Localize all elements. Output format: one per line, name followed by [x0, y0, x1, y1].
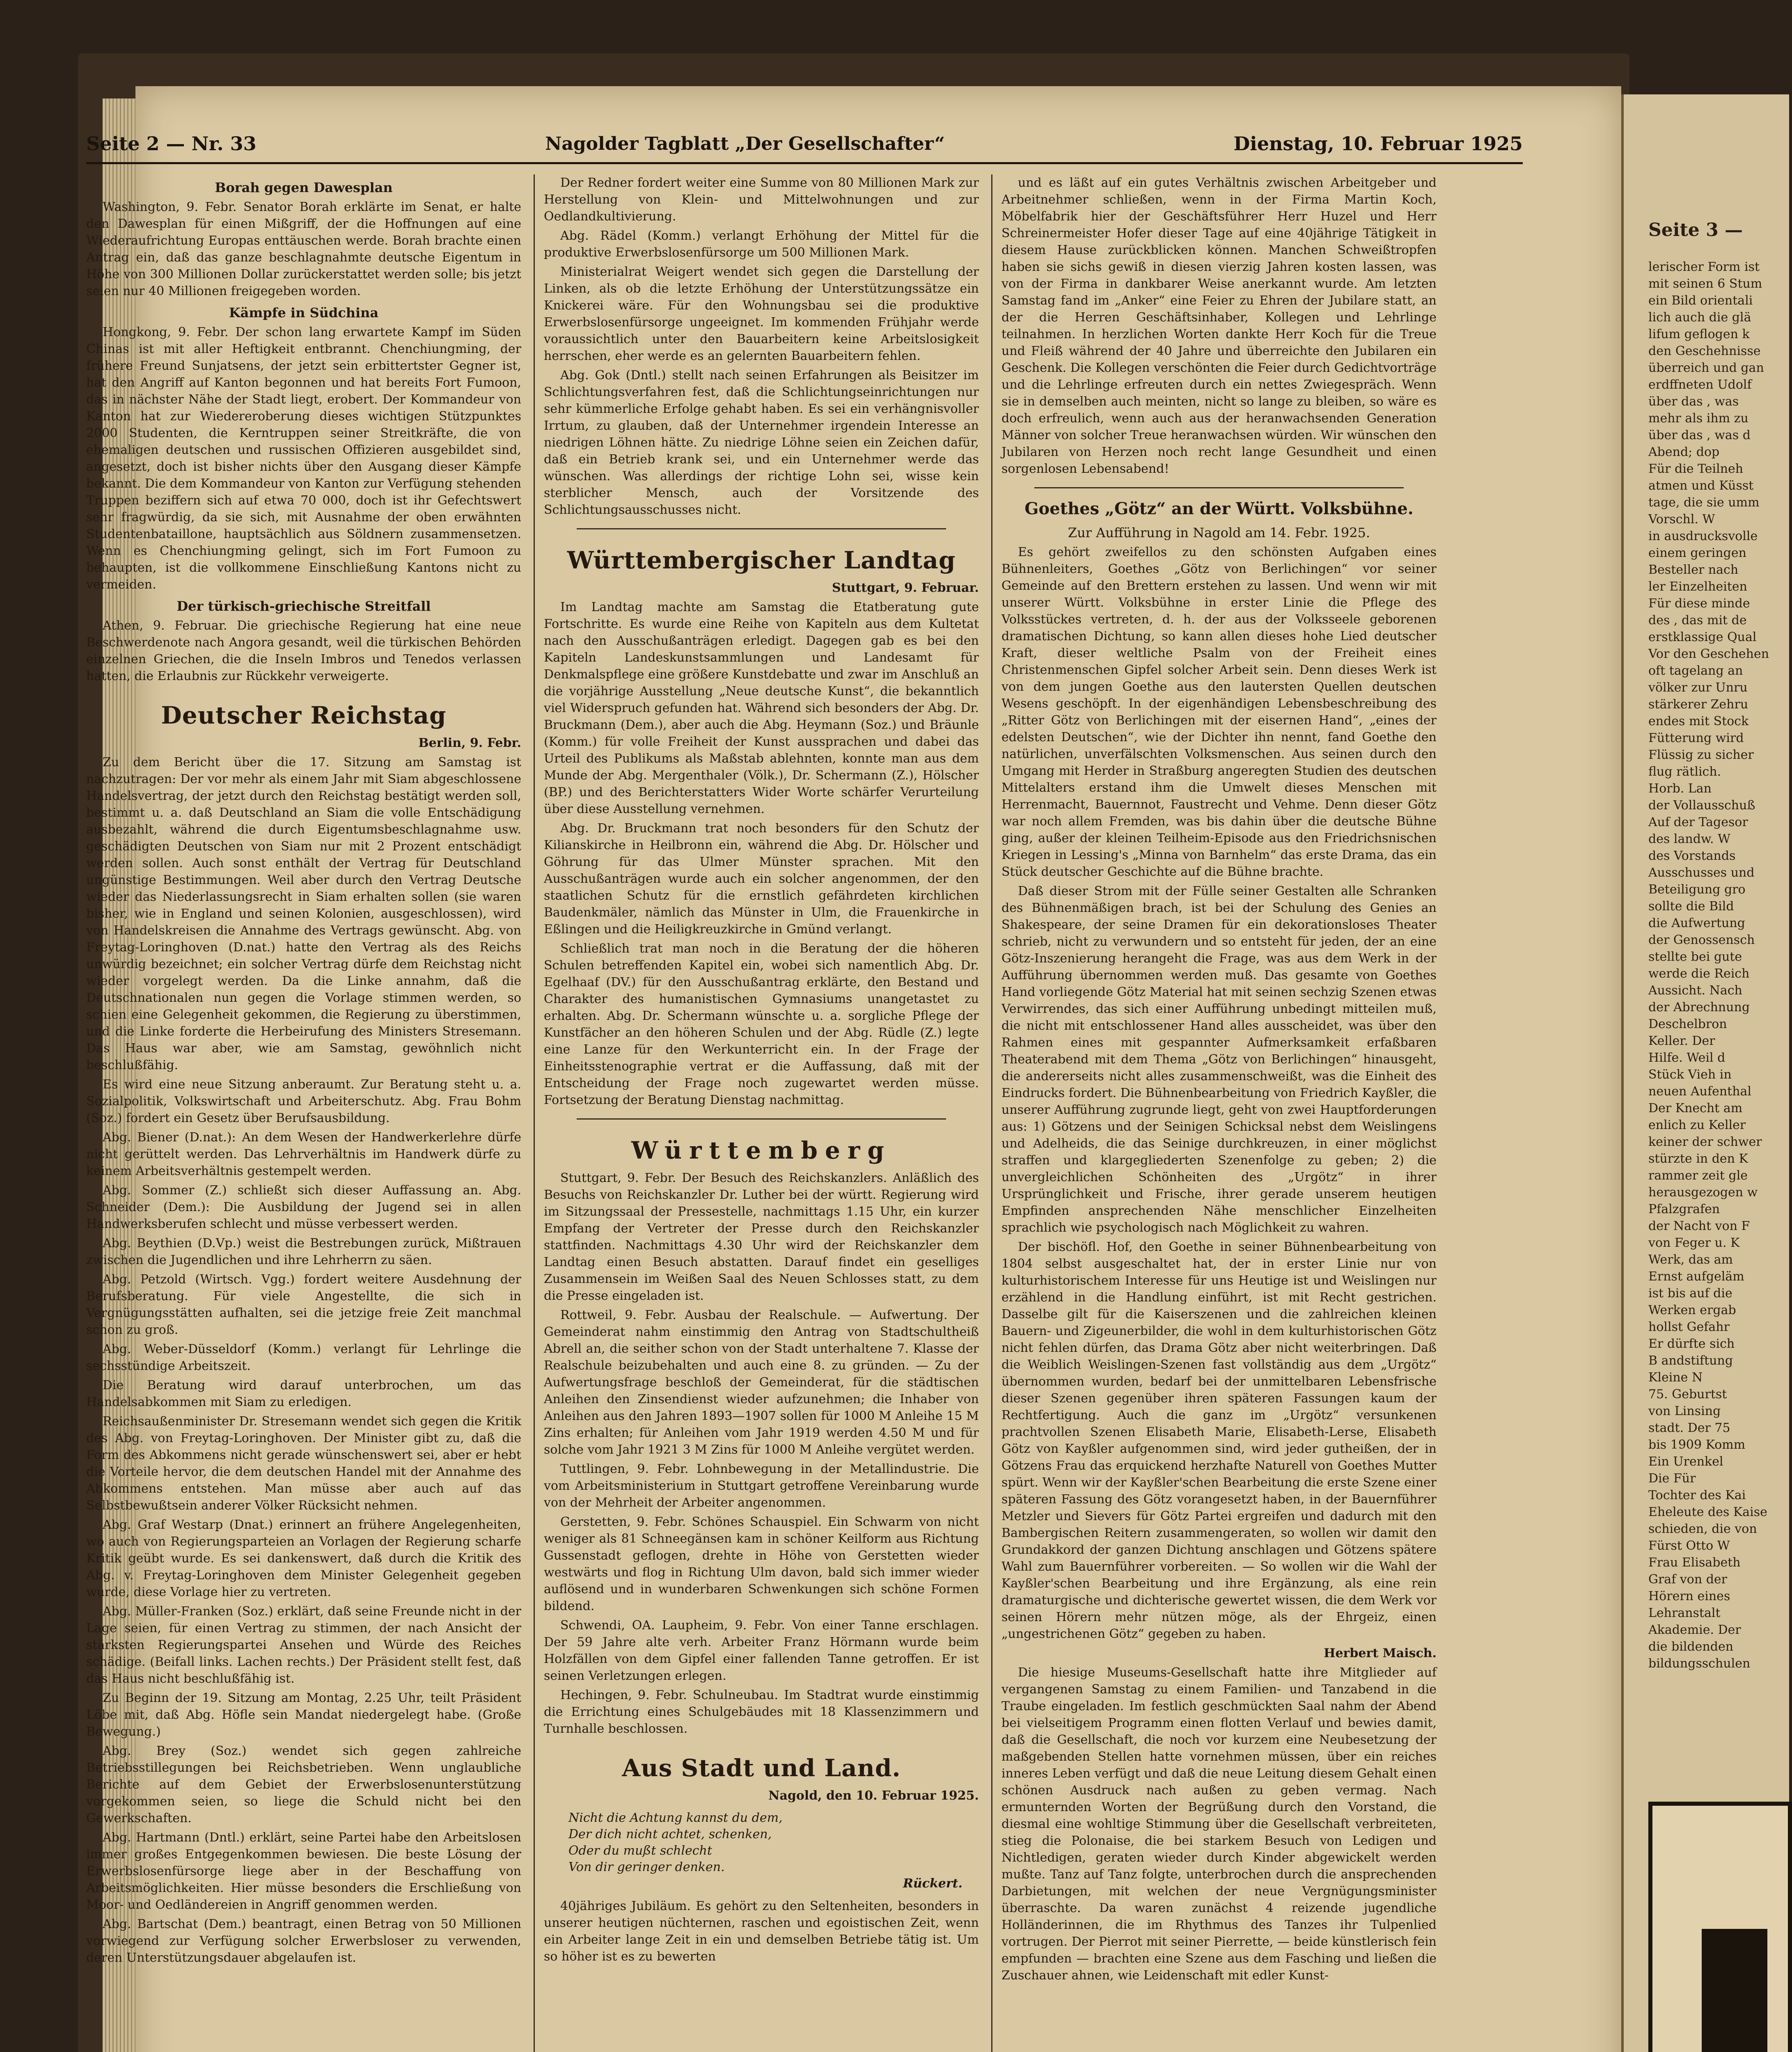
poem-line: Nicht die Achtung kannst du dem, [568, 1811, 783, 1825]
adjacent-page [1621, 94, 1789, 2052]
adjacent-text-line: Fütterung wird [1648, 731, 1744, 745]
poem-line: Von dir geringer denken. [568, 1860, 725, 1874]
article-paragraph: Abg. Müller-Franken (Soz.) erklärt, daß seine Freunde nicht in der Lage seien, für einen Vertrag zu stimmen, der nach Ansicht der stärksten Regierungspartei Ansehen und Würde des Reiches schädige. (Beifall links. Lachen rechts.) Der Präsident stellt fest, daß das Haus nicht beschlußfähig ist. [86, 1604, 521, 1686]
adjacent-text-line: werde die Reich [1648, 966, 1750, 981]
ad-graphic [1702, 1929, 1767, 2052]
poem [568, 1810, 979, 1892]
adjacent-text-line: Tochter des Kai [1648, 1488, 1746, 1502]
section-title: Deutscher Reichstag [161, 701, 447, 729]
article-paragraph: Im Landtag machte am Samstag die Etatberatung gute Fortschritte. Es wurde eine Reihe von Kapiteln aus dem Kultetat nach den Ausschußanträgen erledigt. Dagegen gab es bei den Kapiteln Landeskunstsammlungen und Landesamt für Denkmalspflege eine größere Kunstdebatte und zwar im Anschluß an die vorjährige Ausstellung „Neue deutsche Kunst“, die bekanntlich viel Widerspruch gefunden hat. Während sich besonders der Abg. Dr. Bruckmann (Dem.), aber auch die Abg. Heymann (Soz.) und Bräunle (Komm.) für volle Freiheit der Kunst aussprachen und dabei das Urteil des Publikums als Maßstab ablehnten, konnte man aus dem Munde der Abg. Mergenthaler (Völk.), Dr. Schermann (Z.), Hölscher (BP.) und des Berichterstatters Wider Worte schärfer Verurteilung über diese Ausstellung vernehmen. [544, 600, 979, 816]
adjacent-text-line: überreich und gan [1648, 361, 1764, 375]
adjacent-text-line: Frau Elisabeth [1648, 1555, 1741, 1570]
column-2 [544, 174, 979, 2052]
adjacent-text-line: enlich zu Keller [1648, 1118, 1746, 1132]
adjacent-text-line: 75. Geburtst [1648, 1387, 1727, 1402]
section-title: Württemberg [631, 1136, 891, 1164]
adjacent-text-line: der Abrechnung [1648, 1000, 1750, 1015]
adjacent-text-line: des , das mit de [1648, 613, 1747, 628]
adjacent-text-line: Er dürfte sich [1648, 1337, 1735, 1351]
page-number: Seite 2 — Nr. 33 [86, 133, 257, 155]
adjacent-text-line: stürzte in den K [1648, 1152, 1748, 1166]
adjacent-text-line: in ausdrucksvolle [1648, 529, 1758, 543]
article-paragraph: Abg. Hartmann (Dntl.) erklärt, seine Partei habe den Arbeitslosen immer großes Entgegenkommen bewiesen. Die beste Lösung der Erwerbslosenfürsorge liege aber in der Beschaffung von Arbeitsmöglichkeiten. Hier müsse besonders die Erschließung von Moor- und Oedländereien in Angriff genommen werden. [86, 1830, 521, 1912]
article-paragraph: 40jähriges Jubiläum. Es gehört zu den Seltenheiten, besonders in unserer heutigen nüchternen, raschen und egoistischen Zeit, wenn ein Arbeiter lange Zeit in ein und demselben Betriebe tätig ist. Um so höher ist es zu bewerten [544, 1899, 979, 1964]
article-paragraph: Abg. Graf Westarp (Dnat.) erinnert an frühere Angelegenheiten, wo auch von Regierungsparteien an Vorlagen der Regierung scharfe Kritik geübt wurde. Es sei dankenswert, daß durch die Kritik des Abg. v. Freytag-Loringhoven dem Minister Gelegenheit gegeben wurde, diese Vorlage hier zu vertreten. [86, 1518, 521, 1599]
adjacent-text-line: bis 1909 Komm [1648, 1438, 1746, 1452]
adjacent-text-line: Vor den Geschehen [1648, 647, 1769, 661]
adjacent-text-line: hollst Gefahr [1648, 1320, 1730, 1334]
adjacent-text-line: Ernst aufgeläm [1648, 1269, 1744, 1284]
article-paragraph: Abg. Gok (Dntl.) stellt nach seinen Erfahrungen als Beisitzer im Schlichtungsverfahren fest, daß die Schlichtungseinrichtungen nur sehr kümmerliche Erfolge gehabt haben. Es sei ein verhängnisvoller Irrtum, zu glauben, daß der Unternehmer irgendein Interesse an niedrigen Löhnen hätte. Zu niedrige Löhne seien ein Zeichen dafür, daß ein Betrieb krank sei, und ein Unternehmer werde das wünschen. Was allerdings der richtige Lohn sei, wisse kein sterblicher Mensch, auch der Vorsitzende des Schlichtungsausschusses nicht. [544, 368, 979, 517]
adjacent-text-line: über das , was d [1648, 428, 1751, 442]
adjacent-text-line: ler Einzelheiten [1648, 579, 1747, 594]
article-paragraph: Abg. Dr. Bruckmann trat noch besonders für den Schutz der Kilianskirche in Heilbronn ein, während die Abg. Dr. Hölscher und Göhrung für das Ulmer Münster sprachen. Mit den Ausschußanträgen wurde auch ein solcher angenommen, der den staatlichen Schutz für die ernstlich gefährdeten kirchlichen Baudenkmäler, nämlich das Münster in Ulm, die Frauenkirche in Eßlingen und die Heiligkreuzkirche in Gmünd verlangt. [544, 821, 979, 937]
article-paragraph: Der Redner fordert weiter eine Summe von 80 Millionen Mark zur Herstellung von Klein- und Mittelwohnungen und zur Oedlandkultivierung. [544, 176, 979, 224]
adjacent-text-line: erdffneten Udolf [1648, 378, 1752, 392]
separator [577, 1118, 946, 1120]
article-paragraph: Die hiesige Museums-Gesellschaft hatte ihre Mitglieder auf vergangenen Samstag zu einem Familien- und Tanzabend in die Traube eingeladen. Im festlich geschmückten Saal nahm der Abend bei vielseitigem Programm einen flotten Verlauf und bewies damit, daß die Gesellschaft, die noch vor kurzem eine Neubesetzung der maßgebenden Stellen hatte vornehmen müssen, über ein reiches inneres Leben verfügt und daß die neue Leitung diesem Gehalt einen schönen Ausdruck nach außen zu geben vermag. Nach ermunternden Worten der Begrüßung durch den Vorstand, die diesmal eine wohltige Stimmung über die Gesellschaft verbreiteten, stieg die Polonaise, die bei starkem Besuch von Ledigen und Nichtledigen, geraten wieder durch Kinder abgewickelt werden mußte. Tanz auf Tanz folgte, unterbrochen durch die ansprechenden Darbietungen, mit welchen der neue Vergnügungsminister überraschte. Da waren zunächst 4 reizende jugendliche Holländerinnen, die im Rhythmus des Tanzes ihr Tulpenlied vortrugen. Der Pierrot mit seiner Pierrette, — beide künstlerisch fein empfunden — brachten eine Szene aus dem Fasching und ließen die Zuschauer ahnen, wie Leidenschaft mit edler Kunst- [1001, 1665, 1437, 1983]
adjacent-text-line: lerischer Form ist [1648, 260, 1760, 274]
adjacent-text-line: endes mit Stock [1648, 714, 1749, 728]
adjacent-text-line: stärkerer Zehru [1648, 697, 1748, 712]
section-title: Aus Stadt und Land. [622, 1754, 901, 1782]
headline: Der türkisch-griechische Streitfall [176, 598, 431, 614]
article-author: Herbert Maisch. [1324, 1646, 1437, 1660]
column-divider [991, 174, 992, 2052]
adjacent-text-line: Vorschl. W [1648, 512, 1715, 527]
adjacent-text-line: über das , was [1648, 394, 1739, 409]
adjacent-text-line: herausgezogen w [1648, 1185, 1758, 1200]
article-paragraph: Abg. Rädel (Komm.) verlangt Erhöhung der Mittel für die produktive Erwerbslosenfürsorge um 500 Millionen Mark. [544, 229, 979, 260]
adjacent-text-line: Werk, das am [1648, 1253, 1733, 1267]
adjacent-text-line: die bildenden [1648, 1640, 1734, 1654]
article-paragraph: Abg. Biener (D.nat.): An dem Wesen der Handwerkerlehre dürfe nicht gerüttelt werden. Das Lehrverhältnis im Handwerk dürfe zu keinem Arbeitsverhältnis gestempelt werden. [86, 1130, 521, 1178]
adjacent-text-line: der Nacht von F [1648, 1219, 1750, 1233]
article-paragraph: Abg. Brey (Soz.) wendet sich gegen zahlreiche Betriebsstillegungen bei Reichsbetrieben. Wenn unglaubliche Berichte auf dem Gebiet der Erwerbslosenunterstützung vorgekommen seien, so liege die Schuld nicht bei den Gewerkschaften. [86, 1744, 521, 1825]
article-paragraph: Abg. Bartschat (Dem.) beantragt, einen Betrag von 50 Millionen vorwiegend zur Verfügung solcher Erwerbsloser zu verwenden, deren Unterstützungsdauer abgelaufen ist. [86, 1917, 521, 1965]
adjacent-text-line: lifum geflogen k [1648, 327, 1750, 341]
dateline: Berlin, 9. Febr. [418, 736, 521, 750]
adjacent-text-line: atmen und Küsst [1648, 479, 1754, 493]
adjacent-text-line: Abend; dop [1648, 445, 1720, 459]
adjacent-text-line: Hilfe. Weil d [1648, 1051, 1726, 1065]
article-paragraph: Gerstetten, 9. Febr. Schönes Schauspiel. Ein Schwarm von nicht weniger als 81 Schneegänsen kam in schöner Keilform aus Richtung Gussenstadt geflogen, drehte in Höhe von Gerstetten wieder westwärts und flog in Richtung Ulm davon, bald sich immer wieder auflösend und in wunderbaren Schwenkungen sich schöne Formen bildend. [544, 1515, 979, 1613]
newspaper-page [86, 86, 1621, 2052]
adjacent-text-line: oft tagelang an [1648, 664, 1743, 678]
article-paragraph: Reichsaußenminister Dr. Stresemann wendet sich gegen die Kritik des Abg. von Freytag-Loringhoven. Der Minister gibt zu, daß die Form des Abkommens nicht gerade wünschenswert sei, aber er hebt die Vorteile hervor, die dem deutschen Handel mit der Annahme des Abkommens entstehen. Man müsse aber auch auf das Selbstbewußtsein anderer Völker Rücksicht nehmen. [86, 1414, 521, 1513]
adjacent-text-line: mit seinen 6 Stum [1648, 277, 1762, 291]
article-paragraph: Abg. Petzold (Wirtsch. Vgg.) fordert weitere Ausdehnung der Berufsberatung. Für viele Angestellte, die sich in Vergnügungsstätten aufhalten, sei die jetzige freie Zeit manchmal schon zu groß. [86, 1272, 521, 1337]
adjacent-text [1648, 259, 1784, 1672]
article-paragraph: Abg. Beythien (D.Vp.) weist die Bestrebungen zurück, Mißtrauen zwischen die Jugendlichen und ihre Lehrherrn zu säen. [86, 1236, 521, 1267]
article-paragraph: Die Beratung wird darauf unterbrochen, um das Handelsabkommen mit Siam zu erledigen. [86, 1378, 521, 1409]
article-paragraph: Es wird eine neue Sitzung anberaumt. Zur Beratung steht u. a. Sozialpolitik, Volkswirtschaft und Arbeiterschutz. Abg. Frau Bohm (Soz.) fordert ein Gesetz über Berufsausbildung. [86, 1077, 521, 1125]
article-paragraph: Abg. Weber-Düsseldorf (Komm.) verlangt für Lehrlinge die sechsstündige Arbeitszeit. [86, 1342, 521, 1373]
adjacent-text-line: Fürst Otto W [1648, 1539, 1730, 1553]
adjacent-text-line: Besteller nach [1648, 563, 1739, 577]
article-paragraph: und es läßt auf ein gutes Verhältnis zwischen Arbeitgeber und Arbeitnehmer schließen, wenn in der Firma Martin Koch, Möbelfabrik hier der Geschäftsführer Herr Huzel und Herr Schreinermeister Hofer dieser Tage auf eine 40jährige Tätigkeit in diesem Hause zurückblicken können. Manchen Schweißtropfen haben sie sichs gewiß in diesen vierzig Jahren kosten lassen, was von der Firma in dankbarer Weise anerkannt wurde. Am letzten Samstag fand im „Anker“ eine Feier zu Ehren der Jubilare statt, an der die Herren Geschäftsinhaber, Kollegen und Lehrlinge teilnahmen. In herzlichen Worten dankte Herr Koch für die Treue und Fleiß während der 40 Jahre und überreichte den Jubilaren ein Geschenk. Die Kollegen verschönten die Feier durch Gedichtvorträge und die Lehrlinge erfreuten durch ein nettes Zwiegespräch. Wenn sie in demselben auch meinten, nicht so lange zu bleiben, so wäre es doch erfreulich, wenn auch aus der heranwachsenden Generation Männer von solcher Treue heranwachsen würden. Wir wünschen den Jubilaren von Herzen noch recht lange Gesundheit und einen sorgenlosen Lebensabend! [1001, 176, 1437, 476]
adjacent-text-line: Aussicht. Nach [1648, 983, 1742, 998]
article-paragraph: Hechingen, 9. Febr. Schulneubau. Im Stadtrat wurde einstimmig die Errichtung eines Schulgebäudes mit 18 Klassenzimmern und Turnhalle beschlossen. [544, 1688, 979, 1736]
article-paragraph: Zu Beginn der 19. Sitzung am Montag, 2.25 Uhr, teilt Präsident Löbe mit, daß Abg. Höfle sein Mandat niedergelegt habe. (Große Bewegung.) [86, 1691, 521, 1739]
adjacent-text-line: mehr als ihm zu [1648, 411, 1748, 426]
headline: Kämpfe in Südchina [229, 305, 379, 321]
article-paragraph: Der bischöfl. Hof, den Goethe in seiner Bühnenbearbeitung von 1804 selbst ausgeschaltet hat, der in erster Linie nur von kulturhistorischem Interesse für uns Heutige ist und Weislingen nur erzählend in die Handlung einführt, ist mit Recht gestrichen. Dasselbe gilt für die Kaiserszenen und die zahlreichen kleinen Bauern- und Zigeunerbilder, die wohl in dem kulturhistorischen Götz nicht fehlen dürfen, das Drama Götz aber nicht weiterbringen. Daß die Weiblich Weislingen-Szenen fast vollständig aus dem „Urgötz“ übernommen wurden, bedarf bei der unmittelbaren Lebensfrische dieser Szenen gegenüber ihren späteren Fassungen kaum der Rechtfertigung. Auch die ganz im „Urgötz“ versunkenen prachtvollen Szenen Elisabeth Marie, Elisabeth-Lerse, Elisabeth Götz von Kayßler aufgenommen sind, wird jeder gutheißen, der in Götzens Frau das erquickend herzhafte Naturell von Goethes Mutter spürt. Wenn wir der Kayßler'schen Bearbeitung die erste Szene einer späteren Fassung des Götz vorangesetzt haben, in der Bauernführer Metzler und Sievers für Götz Partei ergreifen und dadurch mit den Bambergischen Reitern zusammengeraten, so wollen wir damit den Grundakkord der ganzen Dichtung anschlagen und Götzens spätere Wahl zum Bauernführer vorbereiten. — So wollen wir die Wahl der Kayßler'schen Bearbeitung und ihre Ergänzung, als eine rein dramaturgische und dichterische gewertet wissen, die dem Werk vor seinen Hörern mehr nützen möge, als der Ehrgeiz, einen „ungestrichenen Götz“ gegeben zu haben. [1001, 1240, 1437, 1641]
article-paragraph: Washington, 9. Febr. Senator Borah erklärte im Senat, er halte den Dawesplan für einen Mißgriff, der die Hoffnungen auf eine Wiederaufrichtung Europas enttäuschen werde. Borah brachte einen Antrag ein, daß das ganze beschlagnahmte deutsche Eigentum in Höhe von 300 Millionen Dollar zurückerstattet werden solle; bis jetzt seien nur 40 Millionen freigegeben worden. [86, 200, 521, 298]
adjacent-text-line: rammer zeit gle [1648, 1168, 1748, 1183]
adjacent-text-line: erstklassige Qual [1648, 630, 1757, 644]
adjacent-text-line: lich auch die glä [1648, 310, 1751, 325]
adjacent-text-line: des landw. W [1648, 832, 1730, 846]
adjacent-text-line: Kleine N [1648, 1370, 1703, 1385]
column-divider [534, 174, 535, 2052]
adjacent-text-line: Hörern eines [1648, 1589, 1730, 1603]
adjacent-text-line: bildungsschulen [1648, 1656, 1751, 1671]
adjacent-text-line: einem geringen [1648, 546, 1746, 560]
adjacent-text-line: Die Für [1648, 1471, 1696, 1486]
section-title: Goethes „Götz“ an der Württ. Volksbühne. [1024, 499, 1414, 518]
adjacent-text-line: ist bis auf die [1648, 1286, 1732, 1301]
article-paragraph: Ministerialrat Weigert wendet sich gegen die Darstellung der Linken, als ob die letzte Erhöhung der Unterstützungssätze ein Knickerei wäre. Für den Wohnungsbau sei die produktive Erwerbslosenfürsorge ungeeignet. Im kommenden Frühjahr werde voraussichtlich unter den Bauarbeitern keine Arbeitslosigkeit herrschen, eher werde es an gelernten Bauarbeitern fehlen. [544, 265, 979, 363]
adjacent-text-line: B andstiftung [1648, 1353, 1733, 1368]
adjacent-text-line: neuen Aufenthal [1648, 1084, 1752, 1099]
adjacent-text-line: Deschelbron [1648, 1017, 1727, 1031]
adjacent-text-line: Keller. Der [1648, 1034, 1715, 1048]
adjacent-text-line: Ein Urenkel [1648, 1454, 1723, 1469]
article-paragraph: Schließlich trat man noch in die Beratung der die höheren Schulen betreffenden Kapitel ein, wobei sich namentlich Abg. Dr. Egelhaaf (DV.) für den Ausschußantrag erklärte, den Bestand und Charakter des humanistischen Gymnasiums unangetastet zu erhalten. Abg. Dr. Schermann wünschte u. a. sorgliche Pflege der Kunstfächer an den höheren Schulen und der Abg. Rüdle (Z.) legte eine Lanze für den Werkunterricht ein. In der Frage der Einheitsstenographie vertrat er die Auffassung, daß mit der Entscheidung der Frage noch zugewartet werden müsse. Fortsetzung der Beratung Dienstag nachmittag. [544, 941, 979, 1107]
adjacent-text-line: Der Knecht am [1648, 1101, 1743, 1115]
article-paragraph: Es gehört zweifellos zu den schönsten Aufgaben eines Bühnenleiters, Goethes „Götz von Berlichingen“ vor seiner Gemeinde auf den Brettern erstehen zu lassen. Und wenn wir mit unserer Württ. Volksbühne in erster Linie die Pflege des Volksstückes vertreten, d. h. der aus der Volksseele geborenen dramatischen Dichtung, so kann allen dieses hohe Lied deutscher Kraft, dieser weltliche Psalm von der Freiheit eines Christenmenschen Gipfel solcher Arbeit sein. Denn dieses Werk ist von dem jungen Goethe aus den lautersten Quellen deutschen Wesens geschöpft. In der eigenhändigen Lebensbeschreibung des „Ritter Götz von Berlichingen mit der eisernen Hand“, „eines der edelsten Deutschen“, wie der Dichter ihn nennt, fand Goethe den natürlichen, unverfälschten Volksmenschen. Aus seinen durch den Umgang mit Herder in Straßburg angeregten Studien des deutschen Mittelalters erstand ihm die Umwelt dieses Menschen mit Herrenmacht, Bauernnot, Faustrecht und Vehme. Denn dieser Götz war noch allem Fremden, was bis dahin über die deutsche Bühne ging, außer der kleinen Teilheim-Episode aus den Friedrichsnischen Kriegen in Lessing's „Minna von Barnhelm“ das erste Drama, das ein Stück deutscher Geschichte auf die Bühne brachte. [1001, 545, 1437, 879]
page-header [86, 131, 1523, 156]
adjacent-text-line: stellte bei gute [1648, 950, 1742, 964]
adjacent-header [1648, 222, 1784, 238]
adjacent-text-line: sollte die Bild [1648, 899, 1734, 914]
adjacent-text-line: Lehranstalt [1648, 1606, 1721, 1620]
adjacent-text-line: Auf der Tagesor [1648, 815, 1748, 829]
adjacent-text-line: flug rätlich. [1648, 765, 1721, 779]
adjacent-text-line: die Aufwertung [1648, 916, 1745, 930]
dateline: Stuttgart, 9. Februar. [832, 581, 979, 595]
article-paragraph: Daß dieser Strom mit der Fülle seiner Gestalten alle Schranken des Bühnenmäßigen brach, ist bei der Schulung des Genies an Shakespeare, der seine Dramen für ein dekorationsloses Theater schrieb, nicht zu verwundern und so entsteht für jeden, der an eine Götz-Inszenierung herangeht die Frage, was aus dem Werk in der Aufführung übernommen werden muß. Das gesamte von Goethes Hand vorliegende Götz Material hat mit seinen sechzig Szenen etwas Verwirrendes, das sich einer Aufführung unbedingt mitteilen muß, die nicht mit entschlossener Hand alles ausscheidet, was über den Rahmen eines mit gespannter Aufmerksamkeit erfaßbaren Theaterabend mit dem Thema „Götz von Berlichingen“ hinausgeht, die andererseits nicht alles zusammenschweißt, was die Einheit des Eindrucks fordert. Die Bühnenbearbeitung von Friedrich Kayßler, die unserer Aufführung zugrunde liegt, geht von zwei Hauptforderungen aus: 1) Götzens und der Seinigen Schicksal nebst dem Weislingens und Adelheids, die das Seinige durchkreuzen, in einer möglichst straffen und klargegliederten Szenenfolge zu geben; 2) die unvergleichlichen Schönheiten des „Urgötz“ in ihrer Ursprünglichkeit und Frische, ihrer gerade unserem heutigen Empfinden ansprechenden Nähe menschlicher Einzelheiten sprachlich wie psychologisch nach Möglichkeit zu wahren. [1001, 884, 1437, 1235]
adjacent-text-line: von Feger u. K [1648, 1236, 1740, 1250]
adjacent-text-line: Für die Teilneh [1648, 462, 1744, 476]
column-1 [86, 174, 521, 2052]
advertisement [1648, 1802, 1792, 2052]
dateline: Nagold, den 10. Februar 1925. [768, 1789, 979, 1803]
poem-line: Oder du mußt schlecht [568, 1844, 712, 1858]
adjacent-text-line: der Vollausschuß [1648, 798, 1755, 813]
poem-author: Rückert. [903, 1876, 962, 1891]
adjacent-text-line: Pfalzgrafen [1648, 1202, 1720, 1216]
adjacent-text-line: des Vorstands [1648, 849, 1736, 863]
column-3 [1001, 174, 1437, 2052]
article-paragraph: Zu dem Bericht über die 17. Sitzung am Samstag ist nachzutragen: Der vor mehr als einem Jahr mit Siam abgeschlossene Handelsvertrag, der jetzt durch den Reichstag bestätigt werden soll, bestimmt u. a. daß Deutschland an Siam die volle Entschädigung ausbezahlt, während die durch Eigentumsbeschlagnahme usw. geschädigten Deutschen von Siam nur mit 2 Prozent entschädigt werden sollen. Auch sonst enthält der Vertrag für Deutschland ungünstige Bestimmungen. Weil aber durch den Vertrag Deutsche wieder das Niederlassungsrecht in Siam erhalten sollen (sie waren bisher, wie in England und seinen Kolonien, ausgeschlossen), wird von Handelskreisen die Annahme des Vertrags gewünscht. Abg. von Freytag-Loringhoven (D.nat.) hatte den Vertrag als des Reichs unwürdig bezeichnet; ein solcher Vertrag dürfe dem Reichstag nicht wieder vorgelegt werden. Da die Linke annahm, daß die Deutschnationalen nun gegen die Vorlage stimmen werden, so schien eine Gelegenheit gekommen, die Regierung zu überstimmen, und die Linke forderte die Herbeirufung des Ministers Stresemann. Das Haus war aber, wie am Samstag, gewöhnlich nicht beschlußfähig. [86, 755, 521, 1072]
adjacent-text-line: Für diese minde [1648, 596, 1750, 611]
article-paragraph: Schwendi, OA. Laupheim, 9. Febr. Von einer Tanne erschlagen. Der 59 Jahre alte verh. Arbeiter Franz Hörmann wurde beim Holzfällen von dem Gipfel einer fallenden Tanne getroffen. Er ist seinen Verletzungen erlegen. [544, 1618, 979, 1683]
poem-line: Der dich nicht achtet, schenken, [568, 1827, 772, 1841]
adjacent-text-line: Beteiligung gro [1648, 882, 1746, 897]
newspaper-title: Nagolder Tagblatt „Der Gesellschafter“ [545, 133, 945, 154]
subtitle: Zur Aufführung in Nagold am 14. Febr. 1925. [1068, 525, 1370, 540]
adjacent-page-number: Seite 3 — [1648, 220, 1743, 240]
adjacent-text-line: Eheleute des Kaise [1648, 1505, 1767, 1519]
adjacent-text-line: Stück Vieh in [1648, 1067, 1732, 1082]
adjacent-text-line: schieden, die von [1648, 1522, 1757, 1536]
adjacent-text-line: Flüssig zu sicher [1648, 748, 1754, 762]
article-paragraph: Tuttlingen, 9. Febr. Lohnbewegung in der Metallindustrie. Die vom Arbeitsministerium in Stuttgart getroffene Vereinbarung wurde von der Mehrheit der Arbeiter angenommen. [544, 1462, 979, 1510]
headline: Borah gegen Dawesplan [215, 180, 393, 195]
section-title: Württembergischer Landtag [567, 546, 956, 574]
issue-date: Dienstag, 10. Februar 1925 [1233, 133, 1523, 155]
adjacent-text-line: ein Bild orientali [1648, 293, 1753, 308]
article-paragraph: Hongkong, 9. Febr. Der schon lang erwartete Kampf im Süden Chinas ist mit aller Heftigkeit entbrannt. Chenchiungming, der frühere Freund Sunjatsens, der jetzt sein erbittertster Gegner ist, hat den Angriff auf Kanton begonnen und hat bereits Fort Fumoon, das in nächster Nähe der Stadt liegt, erobert. Der Kommandeur von Kanton hat zur Wiedereroberung dieses wichtigen Stützpunktes 2000 Studenten, die Kerntruppen seiner Streitkräfte, die von ehemaligen deutschen und russischen Offizieren ausgebildet sind, angesetzt, doch ist bisher nichts über den Ausgang dieser Kämpfe bekannt. Die dem Kommandeur von Kanton zur Verfügung stehenden Truppen beziffern sich auf etwa 70 000, doch ist ihr Gefechtswert sehr fragwürdig, da sie sich, mit Ausnahme der oben erwähnten Studentenbataillone, hauptsächlich aus Söldnern zusammensetzen. Wenn es Chenchiungming gelingt, sich im Fort Fumoon zu behaupten, ist die vollkommene Einschließung Kantons nicht zu vermeiden. [86, 325, 521, 592]
adjacent-text-line: Akademie. Der [1648, 1623, 1741, 1637]
adjacent-text-line: völker zur Unru [1648, 680, 1748, 695]
separator [577, 528, 946, 529]
adjacent-text-line: keiner der schwer [1648, 1135, 1762, 1149]
adjacent-text-line: den Geschehnisse [1648, 344, 1761, 358]
adjacent-text-line: Horb. Lan [1648, 781, 1712, 796]
adjacent-text-line: Werken ergab [1648, 1303, 1736, 1317]
separator [1034, 487, 1404, 488]
adjacent-text-line: von Linsing [1648, 1404, 1721, 1418]
article-paragraph: Stuttgart, 9. Febr. Der Besuch des Reichskanzlers. Anläßlich des Besuchs von Reichskanzler Dr. Luther bei der württ. Regierung wird im Sitzungssaal der Pressestelle, nachmittags 1.15 Uhr, ein kurzer Empfang der Vertreter der Presse durch den Reichskanzler stattfinden. Nachmittags 4.30 Uhr wird der Reichskanzler dem Landtag einen Besuch abstatten. Darauf findet ein geselliges Zusammensein im Weißen Saal des Neuen Schlosses statt, zu dem die Presse eingeladen ist. [544, 1171, 979, 1303]
adjacent-text-line: tage, die sie umm [1648, 495, 1760, 510]
adjacent-text-line: der Genossensch [1648, 933, 1755, 947]
header-rule [86, 162, 1523, 164]
article-paragraph: Rottweil, 9. Febr. Ausbau der Realschule. — Aufwertung. Der Gemeinderat nahm einstimmig den Antrag von Stadtschultheiß Abrell an, die seither schon von der Stadt unterhaltene 7. Klasse der Realschule beizubehalten und auch eine 8. zu gründen. — Zu der Aufwertungsfrage beschloß der Gemeinderat, für die städtischen Anleihen den Zinsendienst wieder aufzunehmen; die Inhaber von Anleihen aus den Jahren 1893—1907 sollen für 1000 M Anleihe 15 M Zins erhalten; für Anleihen vom Jahr 1919 werden 4.50 M und für solche vom Jahr 1921 3 M Zins für 1000 M Anleihe vergütet werden. [544, 1308, 979, 1457]
article-paragraph: Abg. Sommer (Z.) schließt sich dieser Auffassung an. Abg. Schneider (Dem.): Die Ausbildung der Jugend sei in allen Handwerksberufen schlecht und müsse verbessert werden. [86, 1183, 521, 1231]
adjacent-text-line: stadt. Der 75 [1648, 1421, 1730, 1435]
adjacent-text-line: Graf von der [1648, 1572, 1727, 1587]
adjacent-text-line: Ausschusses und [1648, 866, 1755, 880]
article-paragraph: Athen, 9. Februar. Die griechische Regierung hat eine neue Beschwerdenote nach Angora gesandt, weil die türkischen Behörden einzelnen Griechen, die die Inseln Imbros und Tenedos verlassen hatten, die Erlaubnis zur Rückkehr verweigerte. [86, 618, 521, 683]
